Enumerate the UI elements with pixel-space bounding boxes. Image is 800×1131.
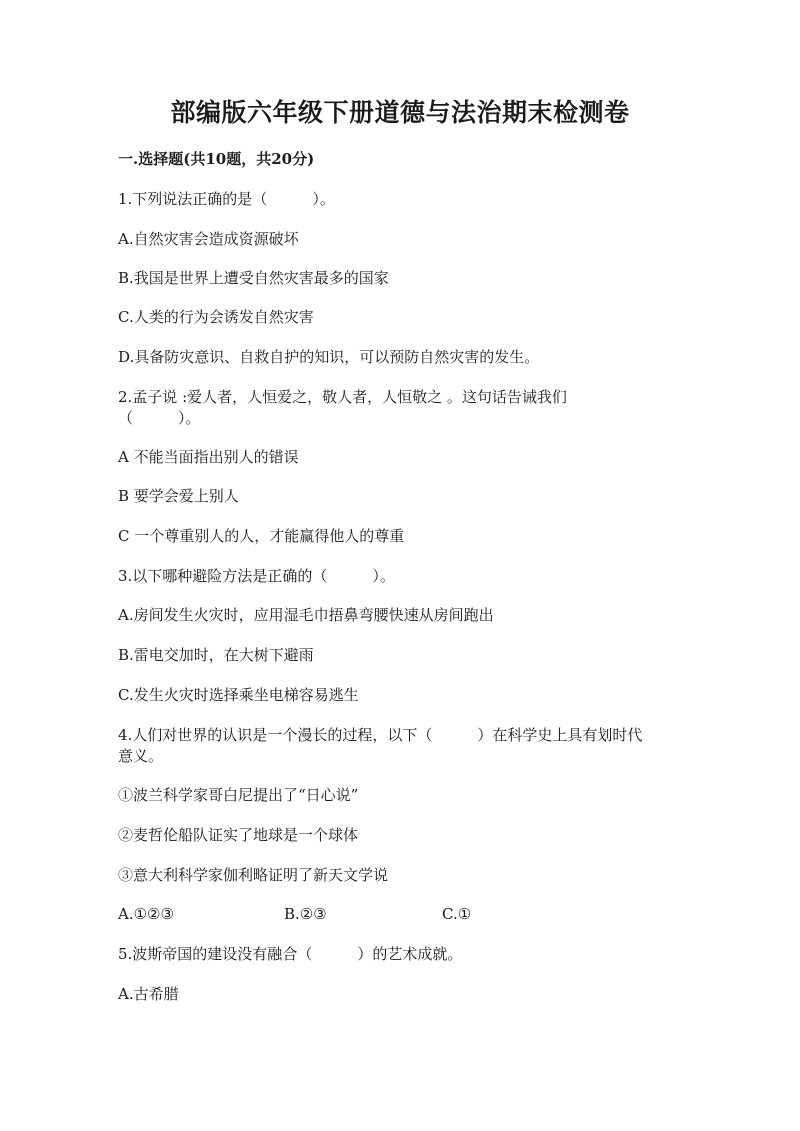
question-4-option-b: B.②③ [284, 905, 327, 923]
question-4-item-2: ②麦哲伦船队证实了地球是一个球体 [118, 826, 359, 844]
question-3-option-a: A.房间发生火灾时，应用湿毛巾捂鼻弯腰快速从房间跑出 [118, 606, 494, 624]
question-4-option-c: C.① [442, 905, 472, 923]
question-4-option-a: A.①②③ [118, 905, 174, 923]
question-3-option-c: C.发生火灾时选择乘坐电梯容易逃生 [118, 686, 359, 704]
question-1-stem: 1.下列说法正确的是（ ）。 [118, 190, 335, 208]
question-1-option-b: B.我国是世界上遭受自然灾害最多的国家 [118, 269, 389, 287]
question-2-option-c: C 一个尊重别人的人，才能赢得他人的尊重 [118, 527, 405, 545]
question-4-item-1: ①波兰科学家哥白尼提出了“日心说” [118, 786, 359, 804]
question-4-stem-line-2: 意义。 [118, 747, 164, 765]
question-3-option-b: B.雷电交加时，在大树下避雨 [118, 646, 314, 664]
question-5-option-a: A.古希腊 [118, 985, 179, 1003]
section-heading: 一.选择题(共10题，共20分) [118, 150, 315, 168]
question-4-stem-line-1: 4.人们对世界的认识是一个漫长的过程，以下（ ）在科学史上具有划时代 [118, 726, 643, 744]
question-2-option-b: B 要学会爱上别人 [118, 487, 239, 505]
question-4-item-3: ③意大利科学家伽利略证明了新天文学说 [118, 866, 389, 884]
question-5-stem: 5.波斯帝国的建设没有融合（ ）的艺术成就。 [118, 945, 463, 963]
question-1-option-d: D.具备防灾意识、自救自护的知识，可以预防自然灾害的发生。 [118, 348, 540, 366]
question-1-option-c: C.人类的行为会诱发自然灾害 [118, 308, 314, 326]
question-2-stem-line-2: （ ）。 [118, 409, 201, 427]
question-2-stem-line-1: 2.孟子说 :爱人者，人恒爱之，敬人者，人恒敬之 。这句话告诫我们 [118, 388, 567, 406]
question-1-option-a: A.自然灾害会造成资源破坏 [118, 230, 299, 248]
question-3-stem: 3.以下哪种避险方法是正确的（ ）。 [118, 567, 395, 585]
question-2-option-a: A 不能当面指出别人的错误 [118, 448, 299, 466]
page-title: 部编版六年级下册道德与法治期末检测卷 [170, 98, 630, 127]
